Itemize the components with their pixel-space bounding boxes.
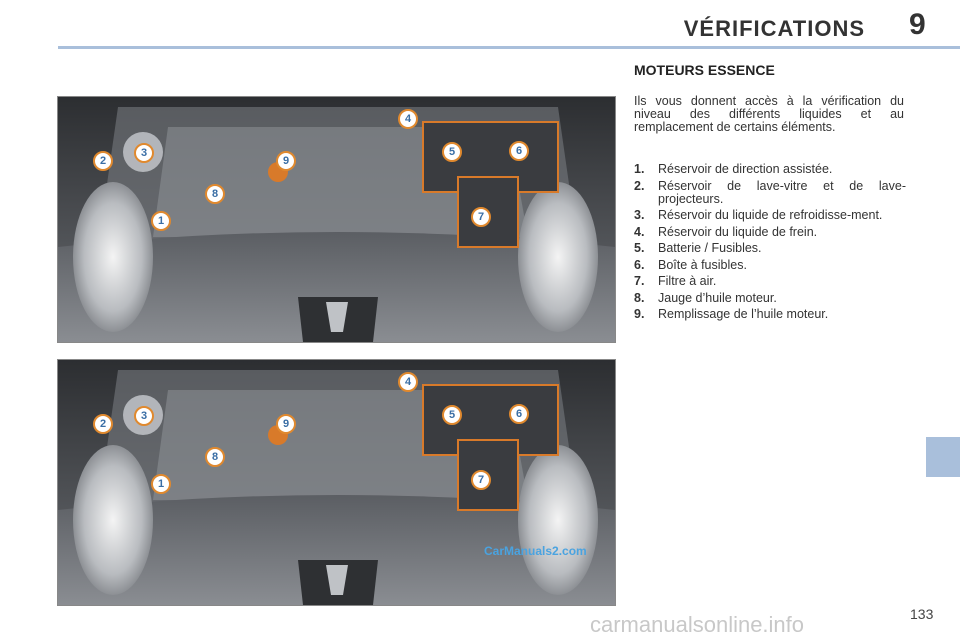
callout-6: 6 — [509, 141, 529, 161]
item-number: 2. — [634, 178, 645, 193]
callout-9: 9 — [276, 414, 296, 434]
list-item — [634, 275, 906, 288]
chapter-number: 9 — [909, 8, 926, 41]
callout-4: 4 — [398, 372, 418, 392]
item-text: Batterie / Fusibles. — [658, 241, 762, 255]
item-text: Jauge d’huile moteur. — [658, 290, 777, 305]
item-text: Réservoir du liquide de frein. — [658, 224, 818, 239]
item-number: 4. — [634, 224, 645, 239]
list-item — [634, 163, 906, 176]
item-number: 5. — [634, 241, 645, 255]
list-item — [634, 180, 906, 206]
page-number: 133 — [910, 606, 934, 622]
callout-7: 7 — [471, 470, 491, 490]
header-rule — [58, 46, 960, 49]
callout-4: 4 — [398, 109, 418, 129]
callout-5: 5 — [442, 142, 462, 162]
intro-paragraph: Ils vous donnent accès à la vérification du niveau des différents liquides et au remplacement de certains éléments. — [634, 94, 904, 134]
item-number: 7. — [634, 274, 645, 288]
item-text: Réservoir du liquide de refroidisse-ment. — [658, 208, 883, 222]
item-number: 8. — [634, 290, 645, 305]
footer-watermark: carmanualsonline.info — [590, 612, 805, 637]
section-title: MOTEURS ESSENCE — [634, 62, 775, 78]
chapter-tab[interactable] — [926, 437, 960, 477]
callout-1: 1 — [151, 211, 171, 231]
item-number: 6. — [634, 257, 645, 272]
item-number: 1. — [634, 162, 645, 176]
item-number: 9. — [634, 307, 645, 321]
callout-8: 8 — [205, 184, 225, 204]
item-text: Réservoir de lave-vitre et de lave-projecteurs. — [658, 178, 906, 206]
watermark: CarManuals2.com — [484, 544, 587, 558]
list-item — [634, 308, 906, 321]
list-item — [634, 259, 906, 272]
callout-3: 3 — [134, 143, 154, 163]
engine-bay-photo-bottom — [57, 359, 616, 606]
list-item — [634, 242, 906, 255]
callout-2: 2 — [93, 151, 113, 171]
page-title: VÉRIFICATIONS — [683, 16, 865, 41]
callout-3: 3 — [134, 406, 154, 426]
item-text: Remplissage de l’huile moteur. — [658, 307, 829, 321]
item-text: Boîte à fusibles. — [658, 257, 747, 272]
component-list — [634, 163, 906, 325]
callout-6: 6 — [509, 404, 529, 424]
callout-8: 8 — [205, 447, 225, 467]
item-number: 3. — [634, 208, 645, 222]
list-item — [634, 209, 906, 222]
item-text: Filtre à air. — [658, 274, 717, 288]
callout-9: 9 — [276, 151, 296, 171]
callout-7: 7 — [471, 207, 491, 227]
list-item — [634, 226, 906, 239]
callout-1: 1 — [151, 474, 171, 494]
callout-2: 2 — [93, 414, 113, 434]
engine-bay-photo-top — [57, 96, 616, 343]
list-item — [634, 292, 906, 305]
callout-5: 5 — [442, 405, 462, 425]
item-text: Réservoir de direction assistée. — [658, 162, 833, 176]
